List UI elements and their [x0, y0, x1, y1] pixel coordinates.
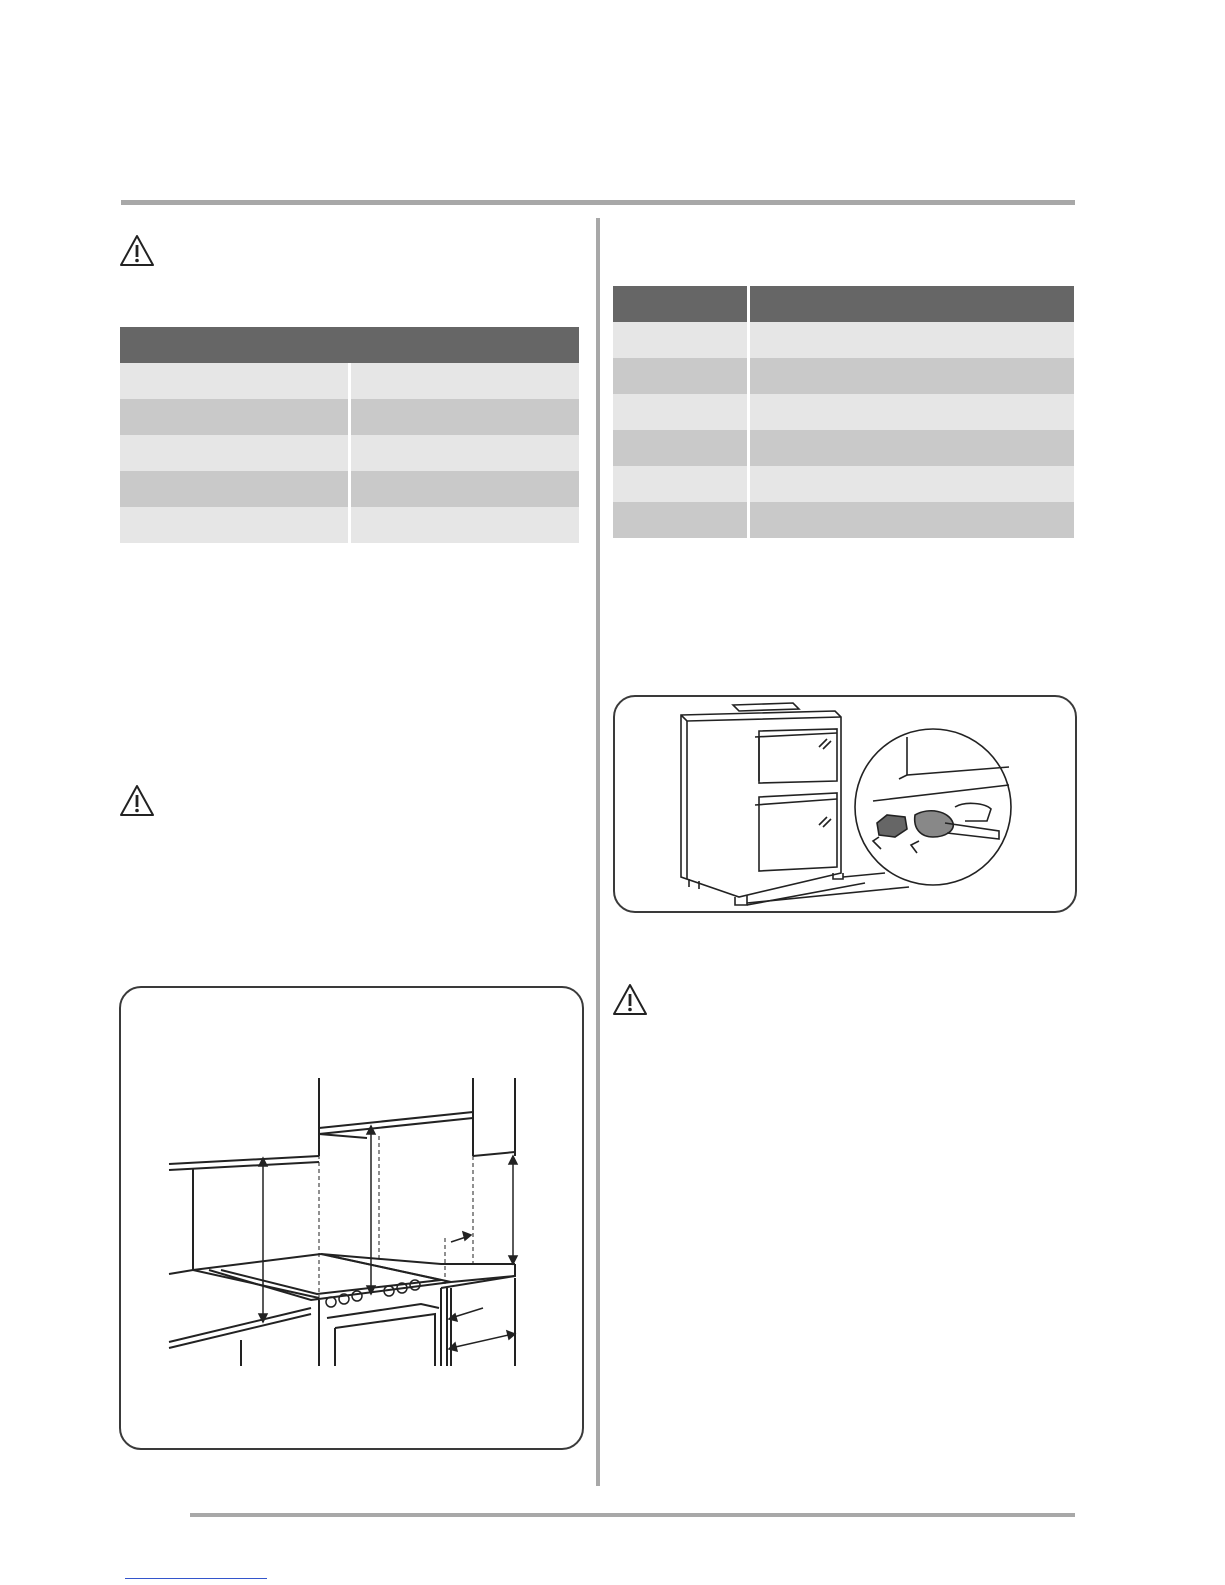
table-cell	[748, 466, 1074, 502]
oven-levelling-illustration	[615, 697, 1075, 911]
table-row	[120, 471, 579, 507]
footer-rule	[190, 1513, 1075, 1517]
table-cell	[748, 502, 1074, 538]
table-cell	[748, 430, 1074, 466]
table-cell	[748, 322, 1074, 358]
table-row	[613, 502, 1074, 538]
table-cell	[748, 394, 1074, 430]
table-cell	[349, 363, 579, 399]
warning-triangle-icon	[119, 784, 155, 818]
column-divider	[596, 218, 600, 1486]
table-cell	[613, 430, 748, 466]
table-cell	[748, 358, 1074, 394]
installation-clearance-figure	[119, 986, 584, 1450]
table-row	[120, 507, 579, 543]
page-title	[121, 150, 1075, 190]
right-table-header-2	[748, 286, 1074, 322]
table-cell	[120, 363, 349, 399]
table-cell	[613, 322, 748, 358]
table-cell	[349, 471, 579, 507]
cooker-installation-illustration	[121, 988, 582, 1448]
table-cell	[120, 507, 349, 543]
left-table-header	[120, 327, 579, 363]
table-row	[613, 430, 1074, 466]
header-rule	[121, 200, 1075, 205]
table-row	[613, 322, 1074, 358]
table-row	[613, 466, 1074, 502]
table-cell	[349, 507, 579, 543]
left-spec-table	[120, 327, 579, 543]
table-row	[120, 399, 579, 435]
oven-levelling-figure	[613, 695, 1077, 913]
table-row	[613, 394, 1074, 430]
right-spec-table	[613, 286, 1074, 538]
table-cell	[120, 435, 349, 471]
footer-link[interactable]	[125, 1578, 267, 1579]
table-cell	[120, 399, 349, 435]
table-row	[613, 358, 1074, 394]
table-cell	[120, 471, 349, 507]
table-row	[120, 435, 579, 471]
table-cell	[613, 466, 748, 502]
table-cell	[613, 394, 748, 430]
table-cell	[613, 502, 748, 538]
table-cell	[349, 399, 579, 435]
table-cell	[613, 358, 748, 394]
table-row	[120, 363, 579, 399]
warning-triangle-icon	[119, 234, 155, 268]
warning-triangle-icon	[612, 983, 648, 1017]
right-table-header-1	[613, 286, 748, 322]
table-cell	[349, 435, 579, 471]
